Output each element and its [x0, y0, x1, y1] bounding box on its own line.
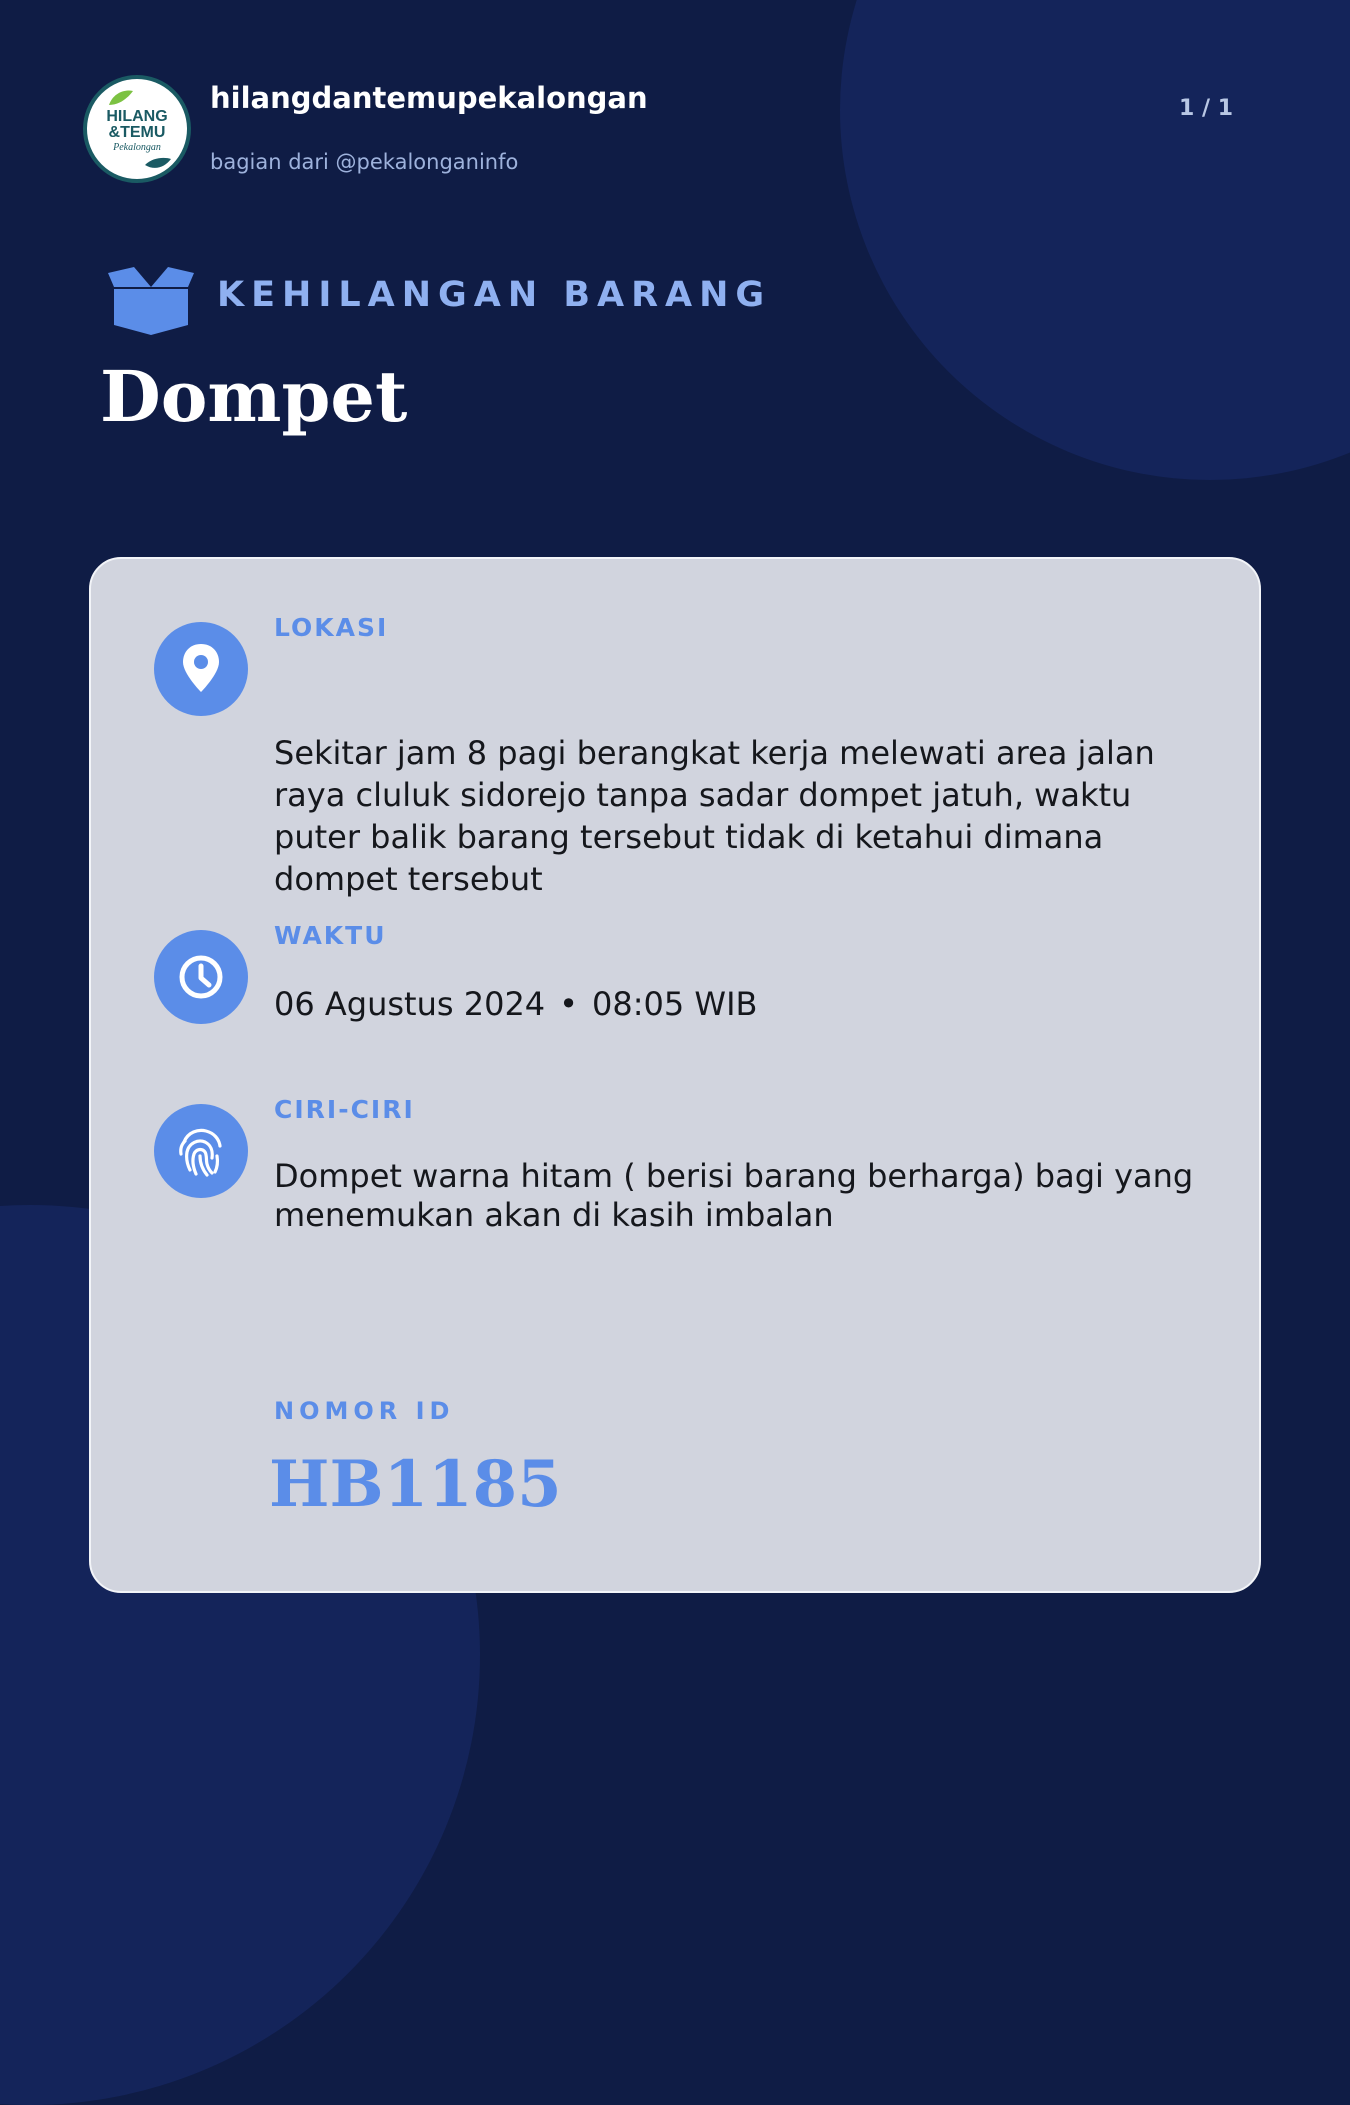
page-counter: 1 / 1	[1179, 96, 1233, 121]
clock-icon	[154, 930, 248, 1024]
post-header	[83, 75, 1273, 185]
background-circle-top-right	[840, 0, 1350, 480]
hilang-temu-logo-icon	[87, 79, 187, 179]
ciri-ciri-value: Dompet warna hitam ( berisi barang berharga) bagi yang menemukan akan di kasih imbalan	[274, 1157, 1194, 1234]
logo-text-pekalongan: Pekalongan	[113, 142, 161, 153]
id-value: HB1185	[269, 1447, 562, 1522]
waktu-separator: •	[559, 985, 579, 1023]
item-title: Dompet	[100, 355, 408, 438]
details-card	[89, 557, 1261, 1593]
ciri-ciri-label: CIRI-CIRI	[274, 1095, 415, 1124]
waktu-time: 08:05 WIB	[592, 985, 758, 1023]
fingerprint-icon	[154, 1104, 248, 1198]
account-name[interactable]: hilangdantemupekalongan	[210, 81, 648, 115]
account-logo	[83, 75, 191, 183]
id-label: NOMOR ID	[274, 1397, 455, 1425]
category-label: KEHILANGAN BARANG	[217, 275, 772, 315]
location-pin-icon	[154, 622, 248, 716]
lokasi-label: LOKASI	[274, 613, 389, 642]
lokasi-value: Sekitar jam 8 pagi berangkat kerja melewati area jalan raya cluluk sidorejo tanpa sadar dompet jatuh, waktu puter balik barang tersebut tidak di ketahui dimana dompet tersebut	[274, 734, 1155, 898]
waktu-label: WAKTU	[274, 921, 387, 950]
waktu-value	[274, 983, 1214, 1025]
open-box-icon	[104, 265, 198, 337]
waktu-date: 06 Agustus 2024	[274, 985, 546, 1023]
logo-text-hilang: HILANG	[106, 108, 168, 125]
logo-text-temu: &TEMU	[108, 124, 166, 141]
account-subtitle: bagian dari @pekalonganinfo	[210, 150, 519, 174]
